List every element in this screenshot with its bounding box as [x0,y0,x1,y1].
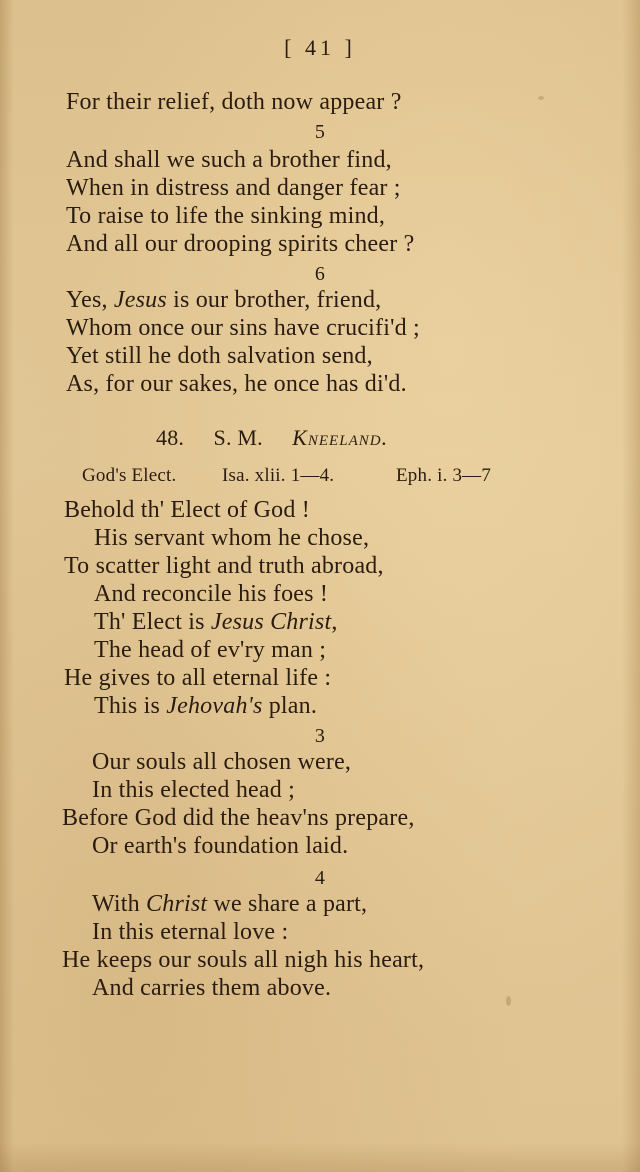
hymn-subject: God's Elect. [82,465,177,486]
hymn-line: Before God did the heav'ns prepare, [62,805,415,831]
hymn-line: This is Jehovah's plan. [94,693,318,719]
verse-line: As, for our sakes, he once has di'd. [66,371,407,397]
page-edge-bottom [0,1142,640,1172]
hymn-line: In this elected head ; [92,777,295,803]
verse-line: For their relief, doth now appear ? [66,89,402,115]
hymn-line: He keeps our souls all nigh his heart, [62,947,425,973]
stanza-number: 3 [314,725,326,747]
stanza-number: 6 [314,263,326,285]
hymn-line: Or earth's foundation laid. [92,833,349,859]
hymn-line: Our souls all chosen were, [92,749,352,775]
stanza-number: 5 [314,121,326,143]
hymn-header [156,424,388,452]
ink-speck [506,996,511,1006]
verse-line: Yet still he doth salvation send, [66,343,373,369]
hymn-meter: S. M. [213,425,263,450]
hymn-line: Th' Elect is Jesus Christ, [94,609,338,635]
verse-line: Whom once our sins have crucifi'd ; [66,315,420,341]
hymn-line: And reconcile his foes ! [94,581,329,607]
hymn-line: And carries them above. [92,975,332,1001]
verse-line: And all our drooping spirits cheer ? [66,231,415,257]
verse-line: When in distress and danger fear ; [66,175,401,201]
scripture-reference: Eph. i. 3—7 [396,465,492,486]
hymn-line: Behold th' Elect of God ! [64,497,310,523]
ink-speck [538,96,544,100]
verse-line: And shall we such a brother find, [66,147,392,173]
hymn-line: In this eternal love : [92,919,289,945]
hymn-line: With Christ we share a part, [92,891,368,917]
hymn-line: He gives to all eternal life : [64,665,332,691]
page-edge-right [622,0,640,1172]
hymn-line: To scatter light and truth abroad, [64,553,384,579]
stanza-number: 4 [314,867,326,889]
hymn-line: His servant whom he chose, [94,525,370,551]
hymn-number: 48. [156,425,185,450]
verse-line: To raise to life the sinking mind, [66,203,386,229]
hymn-tune: Kneeland. [292,425,389,450]
verse-line: Yes, Jesus is our brother, friend, [66,287,382,313]
scripture-reference: Isa. xlii. 1—4. [222,465,335,486]
page-edge-left [0,0,14,1172]
hymn-line: The head of ev'ry man ; [94,637,327,663]
page-number: [ 41 ] [284,35,356,60]
